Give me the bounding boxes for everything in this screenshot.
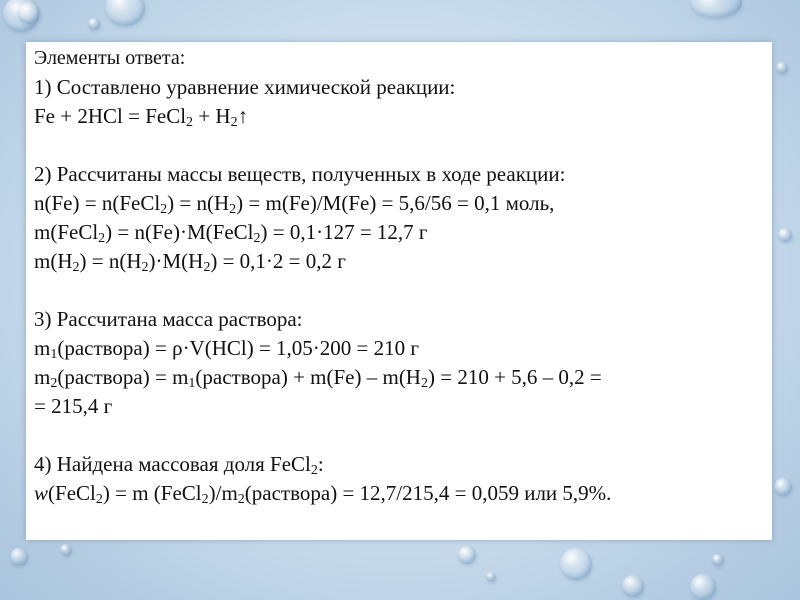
heading-part: 4) Найдена массовая доля FeCl [34, 452, 311, 476]
fecl2-mass-calculation [34, 218, 764, 247]
formula-part: ) = 0,1·2 = 0,2 г [210, 249, 346, 273]
h2-mass-calculation [34, 247, 764, 276]
reaction-equation [34, 102, 764, 131]
spacer [34, 276, 764, 305]
formula-subscript: 2 [95, 492, 103, 507]
heading-part: : [317, 452, 324, 476]
moles-calculation [34, 189, 764, 218]
formula-subscript: 1 [188, 376, 196, 391]
equation-part: + H [193, 104, 231, 128]
spacer [34, 131, 764, 160]
water-drop [105, 0, 145, 26]
answer-title: Элементы ответа: [34, 47, 186, 69]
formula-subscript: 2 [310, 463, 318, 478]
formula-part: n(Fe) = n(FeCl [34, 191, 161, 215]
water-drop [10, 548, 28, 566]
answer-slide [26, 42, 772, 540]
formula-part: (FeCl [48, 481, 96, 505]
spacer [34, 421, 764, 450]
formula-subscript: 2 [98, 231, 106, 246]
formula-part: )·M(H [148, 249, 204, 273]
water-drop [690, 0, 742, 18]
water-drop [776, 62, 788, 74]
water-drop [18, 2, 40, 24]
step4-heading [34, 450, 764, 479]
formula-part: m [34, 365, 51, 389]
water-drop [778, 228, 792, 242]
formula-part: (раствора) = 12,7/215,4 = 0,059 или 5,9%. [244, 481, 612, 505]
water-drop [88, 18, 100, 30]
formula-subscript: 2 [160, 202, 168, 217]
water-drop [486, 572, 496, 582]
formula-part: ) = n(H [167, 191, 230, 215]
formula-part: ) = 0,1·127 = 12,7 г [260, 220, 428, 244]
formula-part: )/m [208, 481, 238, 505]
formula-part: m(H [34, 249, 73, 273]
step2-heading: 2) Рассчитаны массы веществ, полученных в ходе реакции: [34, 162, 566, 186]
formula-subscript: 2 [141, 260, 149, 275]
formula-part: ) = n(Fe)·M(FeCl [105, 220, 254, 244]
formula-part: m(FeCl [34, 220, 99, 244]
formula-subscript: 2 [72, 260, 80, 275]
water-drop [560, 548, 592, 580]
final-solution-mass [34, 363, 764, 392]
formula-part: ) = 210 + 5,6 – 0,2 = [427, 365, 602, 389]
formula-part: (раствора) = m [57, 365, 189, 389]
equation-subscript: 2 [230, 115, 238, 130]
final-solution-mass-result: = 215,4 г [34, 394, 113, 418]
formula-subscript: 2 [50, 376, 58, 391]
equation-part: Fe + 2HCl = FeCl [34, 104, 187, 128]
water-drop [774, 478, 792, 496]
gas-arrow-icon: ↑ [237, 104, 249, 128]
step1-heading: 1) Составлено уравнение химической реакции: [34, 75, 456, 99]
formula-subscript: 2 [237, 492, 245, 507]
formula-part: ) = m (FeCl [102, 481, 202, 505]
formula-subscript: 2 [420, 376, 428, 391]
water-drop [458, 546, 476, 564]
mass-fraction-symbol: w [34, 481, 49, 505]
formula-part: (раствора) = ρ·V(HCl) = 1,05·200 = 210 г [57, 336, 420, 360]
water-drop [712, 554, 724, 566]
step3-heading: 3) Рассчитана масса раствора: [34, 307, 303, 331]
formula-part: ) = m(Fe)/M(Fe) = 5,6/56 = 0,1 моль, [236, 191, 555, 215]
formula-subscript: 1 [50, 347, 58, 362]
water-drop [622, 575, 644, 597]
formula-subscript: 2 [253, 231, 261, 246]
mass-fraction-calculation [34, 479, 764, 508]
formula-subscript: 2 [201, 492, 209, 507]
equation-subscript: 2 [186, 115, 194, 130]
formula-part: m [34, 336, 51, 360]
water-drop [60, 544, 72, 556]
formula-subscript: 2 [229, 202, 237, 217]
formula-subscript: 2 [203, 260, 211, 275]
initial-solution-mass [34, 334, 764, 363]
water-drop [690, 574, 716, 600]
formula-part: ) = n(H [79, 249, 142, 273]
formula-part: (раствора) + m(Fe) – m(H [195, 365, 421, 389]
answer-content [34, 44, 764, 508]
